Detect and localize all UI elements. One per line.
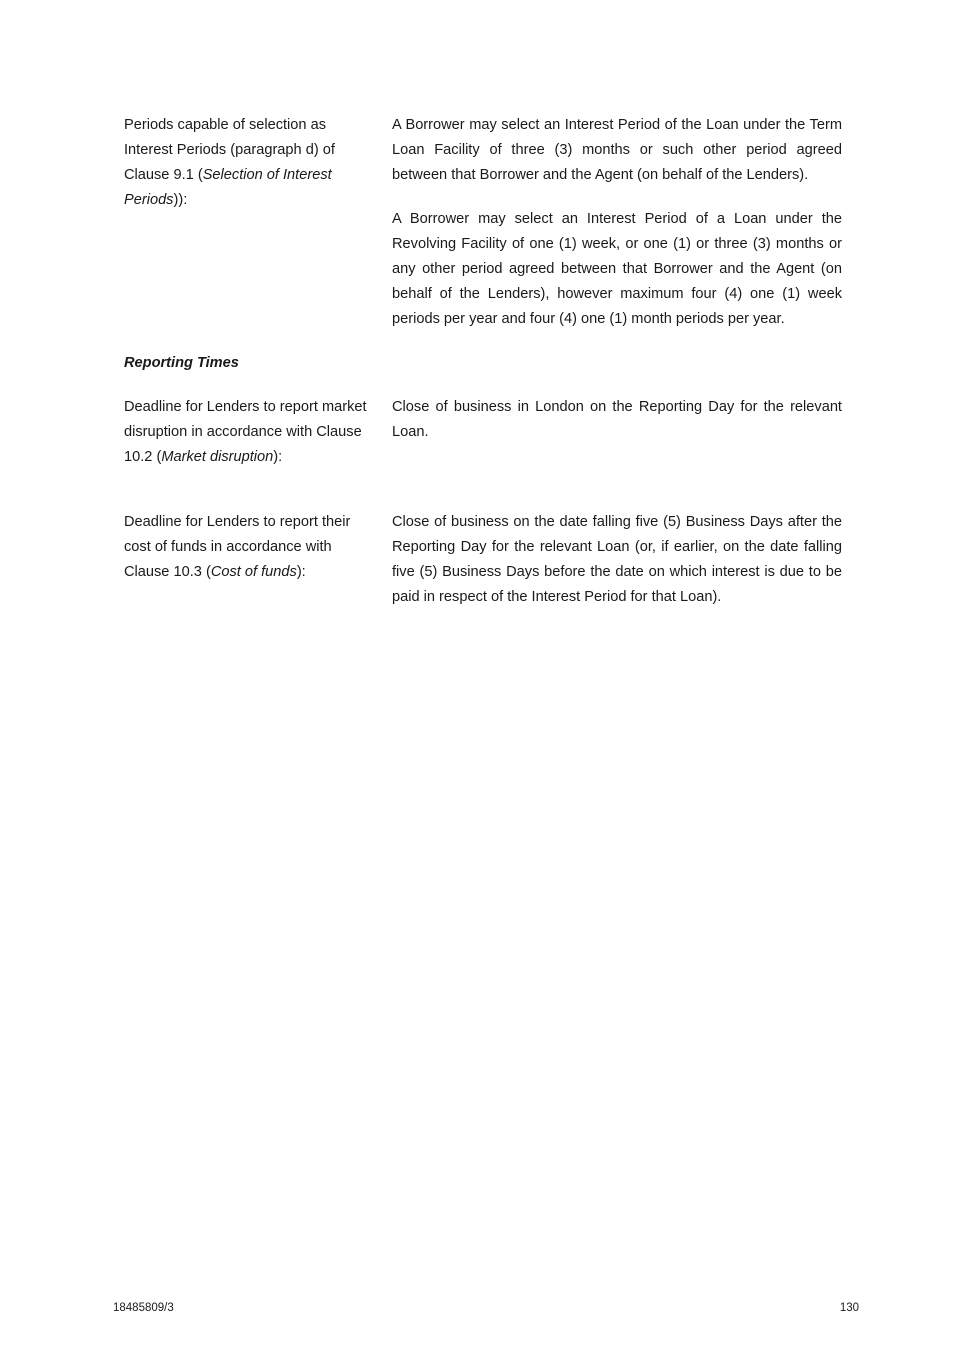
market-disruption-row bbox=[124, 395, 842, 470]
section-heading: Reporting Times bbox=[124, 355, 239, 371]
value-paragraph: A Borrower may select an Interest Period of the Loan under the Term Loan Facility of three (3) months or such other period agreed between that Borrower and the Agent (on behalf of the Lenders). bbox=[392, 117, 842, 183]
value-paragraph: Close of business on the date falling five (5) Business Days after the Reporting Day for the relevant Loan (or, if earlier, on the date falling five (5) Business Days before the date on which interest is due to be paid in respect of the Interest Period for that Loan). bbox=[392, 514, 842, 605]
document-reference: 18485809/3 bbox=[113, 1302, 174, 1314]
page-number: 130 bbox=[839, 1302, 859, 1314]
label-italic: Cost of funds bbox=[210, 564, 297, 580]
label-text: Deadline for Lenders to report market disruption in accordance with Clause 10.2 ( bbox=[124, 399, 367, 465]
label-text: Deadline for Lenders to report their cost of funds in accordance with Clause 10.3 ( bbox=[124, 514, 351, 580]
value-paragraph: Close of business in London on the Reporting Day for the relevant Loan. bbox=[392, 399, 842, 440]
cost-of-funds-row bbox=[124, 510, 842, 610]
label-italic: Market disruption bbox=[161, 449, 274, 465]
label-text-end: ): bbox=[273, 449, 283, 465]
label-text-end: ): bbox=[296, 564, 306, 580]
label-italic: Selection of Interest Periods bbox=[124, 167, 332, 208]
row-value bbox=[392, 395, 842, 470]
row-value bbox=[392, 510, 842, 610]
row-label bbox=[124, 113, 369, 332]
value-paragraph: A Borrower may select an Interest Period of a Loan under the Revolving Facility of one (1) week, or one (1) or three (3) months or any other period agreed between that Borrower and the Agent (on behalf of the Lenders), however maximum four (4) one (1) week periods per year and four (4) one (1) month periods per year. bbox=[392, 211, 842, 327]
interest-periods-row bbox=[124, 113, 842, 332]
row-label bbox=[124, 510, 369, 610]
row-value bbox=[392, 113, 842, 332]
label-text-end: )): bbox=[173, 192, 188, 208]
row-label bbox=[124, 395, 369, 470]
label-text: Periods capable of selection as Interest Periods (paragraph d) of Clause 9.1 ( bbox=[124, 117, 335, 183]
